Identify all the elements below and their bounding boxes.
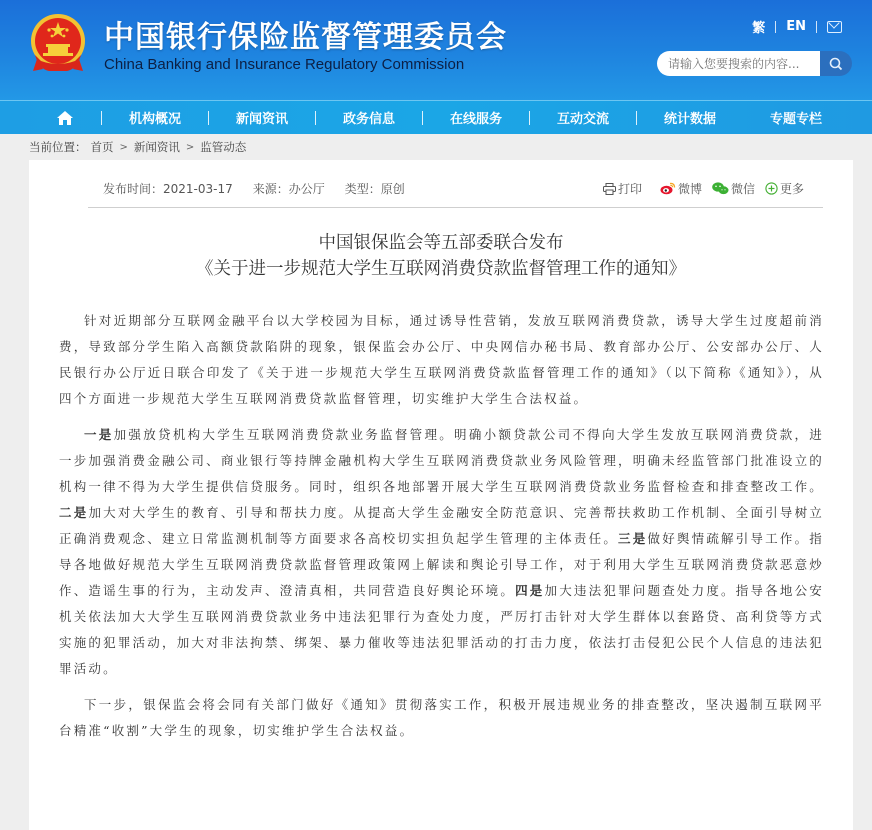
lang-english-link[interactable]: EN <box>786 19 806 34</box>
wechat-label: 微信 <box>730 182 755 196</box>
divider <box>775 21 776 33</box>
language-switcher <box>752 17 842 36</box>
article-body <box>59 308 824 744</box>
emphasis: 三是 <box>618 531 648 546</box>
site-subtitle: China Banking and Insurance Regulatory Commission <box>104 56 465 73</box>
article-title <box>29 230 853 282</box>
article-title-line1: 中国银保监会等五部委联合发布 <box>318 233 564 253</box>
article-panel <box>29 160 853 830</box>
wechat-icon <box>712 182 729 195</box>
search-button[interactable] <box>820 51 852 76</box>
nav-item-special-topics[interactable]: 专题专栏 <box>769 112 822 127</box>
breadcrumb-home[interactable]: 首页 <box>90 140 114 154</box>
paragraph: 针对近期部分互联网金融平台以大学校园为目标，通过诱导性营销，发放互联网消费贷款，诱导大学生过度超前消费，导致部分学生陷入高额贷款陷阱的现象，银保监会办公厅、中央网信办秘书局、教育部办公厅、公安部办公厅、人民银行办公厅近日联合印发了《关于进一步规范大学生互联网消费贷款监督管理工作的通知》（以下简称《通知》），从四个方面进一步规范大学生互联网消费贷款监督管理，切实维护大学生合法权益。 <box>59 313 824 406</box>
mail-icon[interactable] <box>827 21 842 33</box>
print-button[interactable] <box>603 180 642 197</box>
article-title-line2: 《关于进一步规范大学生互联网消费贷款监督管理工作的通知》 <box>196 259 686 279</box>
breadcrumb-regulatory-updates[interactable]: 监管动态 <box>200 140 247 154</box>
share-more-button[interactable] <box>765 180 804 197</box>
emphasis: 一是 <box>84 427 114 442</box>
paragraph <box>59 422 824 682</box>
breadcrumb-separator: > <box>119 141 128 153</box>
nav-item-news[interactable]: 新闻资讯 <box>235 112 288 127</box>
article-source: 来源：办公厅 <box>252 182 325 196</box>
search-box <box>657 51 852 76</box>
paragraph: 下一步，银保监会将会同有关部门做好《通知》贯彻落实工作，积极开展违规业务的排查整改，坚决遏制互联网平台精准“收割”大学生的现象，切实维护学生合法权益。 <box>59 697 824 738</box>
text: 做好舆情疏解引导工作。指导各地做好规范大学生互联网消费贷款监督管理政策网上解读和舆论引导工作，对于利用大学生互联网消费贷款恶意炒作、造谣生事的行为，主动发声、澄清真相，共同营造良好舆论环境。 <box>59 531 825 598</box>
share-weibo-button[interactable] <box>660 180 702 197</box>
breadcrumb <box>0 134 872 160</box>
article-type: 类型：原创 <box>344 182 405 196</box>
publish-time: 发布时间：2021-03-17 <box>103 182 233 196</box>
breadcrumb-label: 当前位置： <box>29 140 87 154</box>
home-icon <box>56 110 74 126</box>
nav-home[interactable] <box>0 101 101 135</box>
search-icon <box>829 57 843 71</box>
divider <box>88 207 823 208</box>
nav-item-online-services[interactable]: 在线服务 <box>449 112 502 127</box>
share-wechat-button[interactable] <box>712 180 755 197</box>
lang-traditional-link[interactable]: 繁 <box>752 21 766 36</box>
nav-item-statistics[interactable]: 统计数据 <box>663 112 716 127</box>
weibo-label: 微博 <box>677 182 702 196</box>
text: 加强放贷机构大学生互联网消费贷款业务监督管理。明确小额贷款公司不得向大学生发放互联网消费贷款，进一步加强消费金融公司、商业银行等持牌金融机构大学生互联网消费贷款业务风险管理，明确未经监管部门批准设立的机构一律不得为大学生提供信贷服务。同时，组织各地部署开展大学生互联网消费贷款业务监督检查和排查整改工作。 <box>59 427 824 494</box>
site-title: 中国银行保险监督管理委员会 <box>104 20 507 55</box>
site-header <box>0 0 872 100</box>
national-emblem-icon[interactable] <box>29 13 87 76</box>
main-nav <box>0 100 872 134</box>
emphasis: 四是 <box>515 583 545 598</box>
breadcrumb-news[interactable]: 新闻资讯 <box>133 140 180 154</box>
text: 加大对大学生的教育、引导和帮扶力度。从提高大学生金融安全防范意识、完善帮扶救助工作机制、全面引导树立正确消费观念、建立日常监测机制等方面要求各高校切实担负起学生管理的主体责任。 <box>59 505 824 546</box>
emphasis: 二是 <box>59 505 89 520</box>
divider <box>816 21 817 33</box>
search-input[interactable] <box>657 51 820 76</box>
article-meta <box>103 180 405 197</box>
breadcrumb-separator: > <box>185 141 195 153</box>
nav-item-government-info[interactable]: 政务信息 <box>342 112 395 127</box>
weibo-icon <box>660 182 676 195</box>
nav-item-about[interactable]: 机构概况 <box>128 112 181 127</box>
more-label: 更多 <box>779 182 804 196</box>
plus-circle-icon <box>765 182 778 195</box>
print-label: 打印 <box>617 182 642 196</box>
share-toolbar <box>603 180 804 197</box>
printer-icon <box>603 183 616 195</box>
nav-item-interaction[interactable]: 互动交流 <box>556 112 609 127</box>
text: 加大违法犯罪问题查处力度。指导各地公安机关依法加大大学生互联网消费贷款业务中违法犯罪行为查处力度，严厉打击针对大学生群体以套路贷、高利贷等方式实施的犯罪活动，加大对非法拘禁、绑架、暴力催收等违法犯罪活动的打击力度，依法打击侵犯公民个人信息的违法犯罪活动。 <box>59 583 825 676</box>
